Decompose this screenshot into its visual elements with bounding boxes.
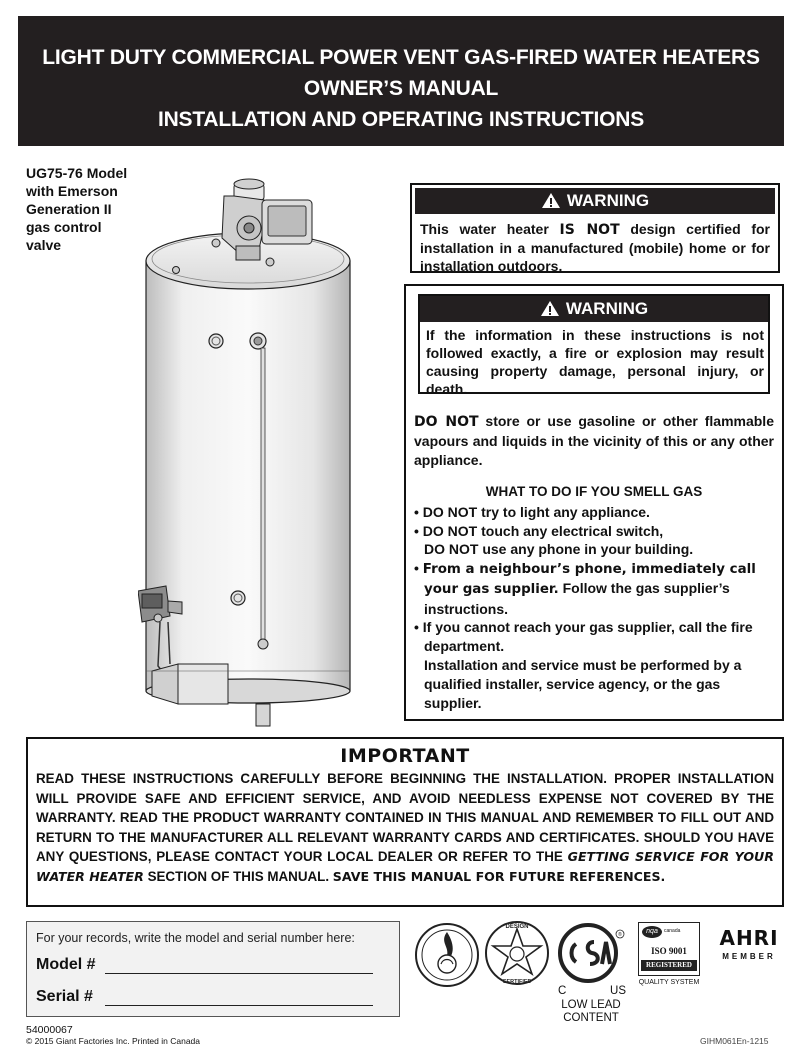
list-item-text: use any phone in your building. bbox=[478, 541, 694, 557]
list-item-text: If you cannot reach your gas supplier, call the fire department. bbox=[422, 619, 753, 654]
important-box bbox=[26, 737, 784, 907]
important-text bbox=[28, 769, 782, 886]
list-item: • If you cannot reach your gas supplier, call the fire department. bbox=[414, 619, 753, 654]
model-caption-line: UG75-76 Model bbox=[26, 165, 128, 181]
list-item: • DO NOT touch any electrical switch, DO NOT use any phone in your building. bbox=[412, 522, 778, 559]
records-box bbox=[26, 921, 400, 1017]
header-title-line2: OWNER’S MANUAL bbox=[303, 77, 499, 100]
water-heater-illustration bbox=[138, 166, 358, 736]
nqa-canada-label: canada bbox=[664, 928, 681, 934]
gas-safety-box bbox=[404, 284, 784, 721]
list-item-text: touch any electrical switch, bbox=[477, 522, 664, 539]
do-not-emphasis: DO NOT bbox=[422, 504, 478, 520]
warning-triangle-icon bbox=[540, 300, 560, 317]
nqa-iso-9001-logo bbox=[638, 922, 704, 990]
header-title-line1: LIGHT DUTY COMMERCIAL POWER VENT GAS-FIRED WATER HEATERS bbox=[42, 46, 760, 69]
warning-text: If the information in these instructions is not followed exactly, a fire or explosion may result causing property damage, personal injury, or death. bbox=[426, 327, 764, 397]
records-caption: For your records, write the model and serial number here: bbox=[36, 931, 355, 945]
nqa-label: nqa bbox=[642, 926, 662, 938]
registered-mark: ® bbox=[618, 932, 622, 938]
smell-gas-list bbox=[412, 503, 778, 655]
model-number-label: Model # bbox=[36, 956, 96, 973]
do-not-store-paragraph bbox=[414, 412, 774, 470]
list-item-text: Follow the gas supplier’s instructions. bbox=[424, 580, 730, 617]
ahri-member-label: MEMBER bbox=[722, 952, 776, 961]
warning-text-part: This water heater bbox=[420, 221, 560, 237]
do-not-emphasis: DO NOT bbox=[422, 522, 478, 539]
call-supplier-emphasis: From a neighbour’s phone, immediately call your gas supplier. bbox=[422, 561, 756, 597]
warning-emphasis: IS NOT bbox=[559, 222, 620, 238]
important-title: IMPORTANT bbox=[340, 745, 470, 767]
ahri-label: AHRI bbox=[719, 926, 779, 950]
csa-c-mark: C bbox=[558, 985, 567, 997]
paragraph-text: store or use gasoline or other flammable vapours and liquids in the vicinity of this or any other appliance. bbox=[414, 413, 774, 468]
warning-header bbox=[420, 296, 768, 322]
model-number-field[interactable] bbox=[105, 973, 373, 974]
manual-revision-code: GIHM061En-1215 bbox=[700, 1036, 769, 1046]
quality-system-label: QUALITY SYSTEM bbox=[638, 979, 700, 986]
serial-number-field[interactable] bbox=[105, 1005, 373, 1006]
warning-text bbox=[412, 214, 778, 275]
registered-label: REGISTERED bbox=[641, 960, 697, 971]
list-item: • DO NOT try to light any appliance. bbox=[414, 504, 650, 520]
model-caption-line: gas control bbox=[26, 219, 102, 235]
list-item: • From a neighbour’s phone, immediately call your gas supplier. Follow the gas supplier’s instructions. bbox=[414, 559, 756, 617]
design-label: DESIGN bbox=[505, 924, 529, 930]
important-text-part: SECTION OF THIS MANUAL. bbox=[143, 868, 333, 884]
model-caption-line: with Emerson bbox=[26, 183, 118, 199]
list-item-text: try to light any appliance. bbox=[477, 504, 650, 520]
do-not-emphasis: DO NOT bbox=[424, 541, 479, 557]
csa-c-us-logo bbox=[556, 922, 628, 984]
smell-gas-title: WHAT TO DO IF YOU SMELL GAS bbox=[485, 484, 703, 499]
important-text-part: READ THESE INSTRUCTIONS CAREFULLY BEFORE BEGINNING THE INSTALLATION. PROPER INSTALLATION WILL PROVIDE SAFE AND EFFICIENT SERVICE, AND AVOID NEEDLESS EXPENSE NOT COVERED BY THE WARRANTY. READ THE PRODUCT WARRANTY CONTAINED IN THIS MANUAL AND REMEMBER TO FILL OUT AND RETURN TO THE MANUFACTURER ALL RELEVANT WARRANTY CARDS AND CERTIFICATES. SHOULD YOU HAVE ANY QUESTIONS, PLEASE CONTACT YOUR LOCAL DEALER OR REFER TO THE bbox=[36, 771, 774, 864]
warning-title: WARNING bbox=[566, 191, 650, 210]
do-not-emphasis: DO NOT bbox=[414, 414, 479, 430]
document-header bbox=[18, 16, 784, 146]
installation-service-paragraph: Installation and service must be performed by a qualified installer, service agency, or the gas supplier. bbox=[424, 657, 742, 711]
csa-country-marks bbox=[558, 985, 626, 997]
warning-box-fire-explosion bbox=[418, 294, 770, 397]
ahri-member-logo bbox=[716, 928, 782, 964]
copyright-notice: © 2015 Giant Factories Inc. Printed in Canada bbox=[26, 1036, 200, 1046]
certified-label: CERTIFIED bbox=[502, 979, 532, 985]
list-item-continuation bbox=[424, 540, 778, 559]
low-lead-line: CONTENT bbox=[563, 1011, 619, 1024]
warning-text-part: design certified for installation in a manufactured (mobile) home or for installation outdoors. bbox=[420, 221, 770, 274]
getting-service-reference: GETTING SERVICE FOR YOUR WATER HEATER bbox=[36, 849, 774, 884]
low-lead-caption bbox=[556, 999, 626, 1024]
model-caption-line: valve bbox=[26, 237, 62, 253]
design-certified-star-logo bbox=[484, 919, 550, 987]
model-caption-line: Generation II bbox=[26, 201, 112, 217]
csa-blue-flame-logo bbox=[414, 922, 480, 988]
header-title-line3: INSTALLATION AND OPERATING INSTRUCTIONS bbox=[157, 108, 645, 131]
save-manual-emphasis: SAVE THIS MANUAL FOR FUTURE REFERENCES. bbox=[332, 868, 666, 884]
warning-triangle-icon bbox=[541, 192, 561, 209]
warning-header bbox=[415, 188, 775, 214]
warning-title: WARNING bbox=[565, 299, 649, 318]
document-number: 54000067 bbox=[26, 1024, 73, 1036]
iso-label: ISO 9001 bbox=[651, 946, 687, 956]
low-lead-line: LOW LEAD bbox=[561, 999, 621, 1011]
warning-box-manufactured-home bbox=[410, 183, 780, 273]
model-caption bbox=[26, 164, 146, 254]
csa-us-mark: US bbox=[610, 985, 626, 997]
serial-number-label: Serial # bbox=[36, 988, 93, 1005]
